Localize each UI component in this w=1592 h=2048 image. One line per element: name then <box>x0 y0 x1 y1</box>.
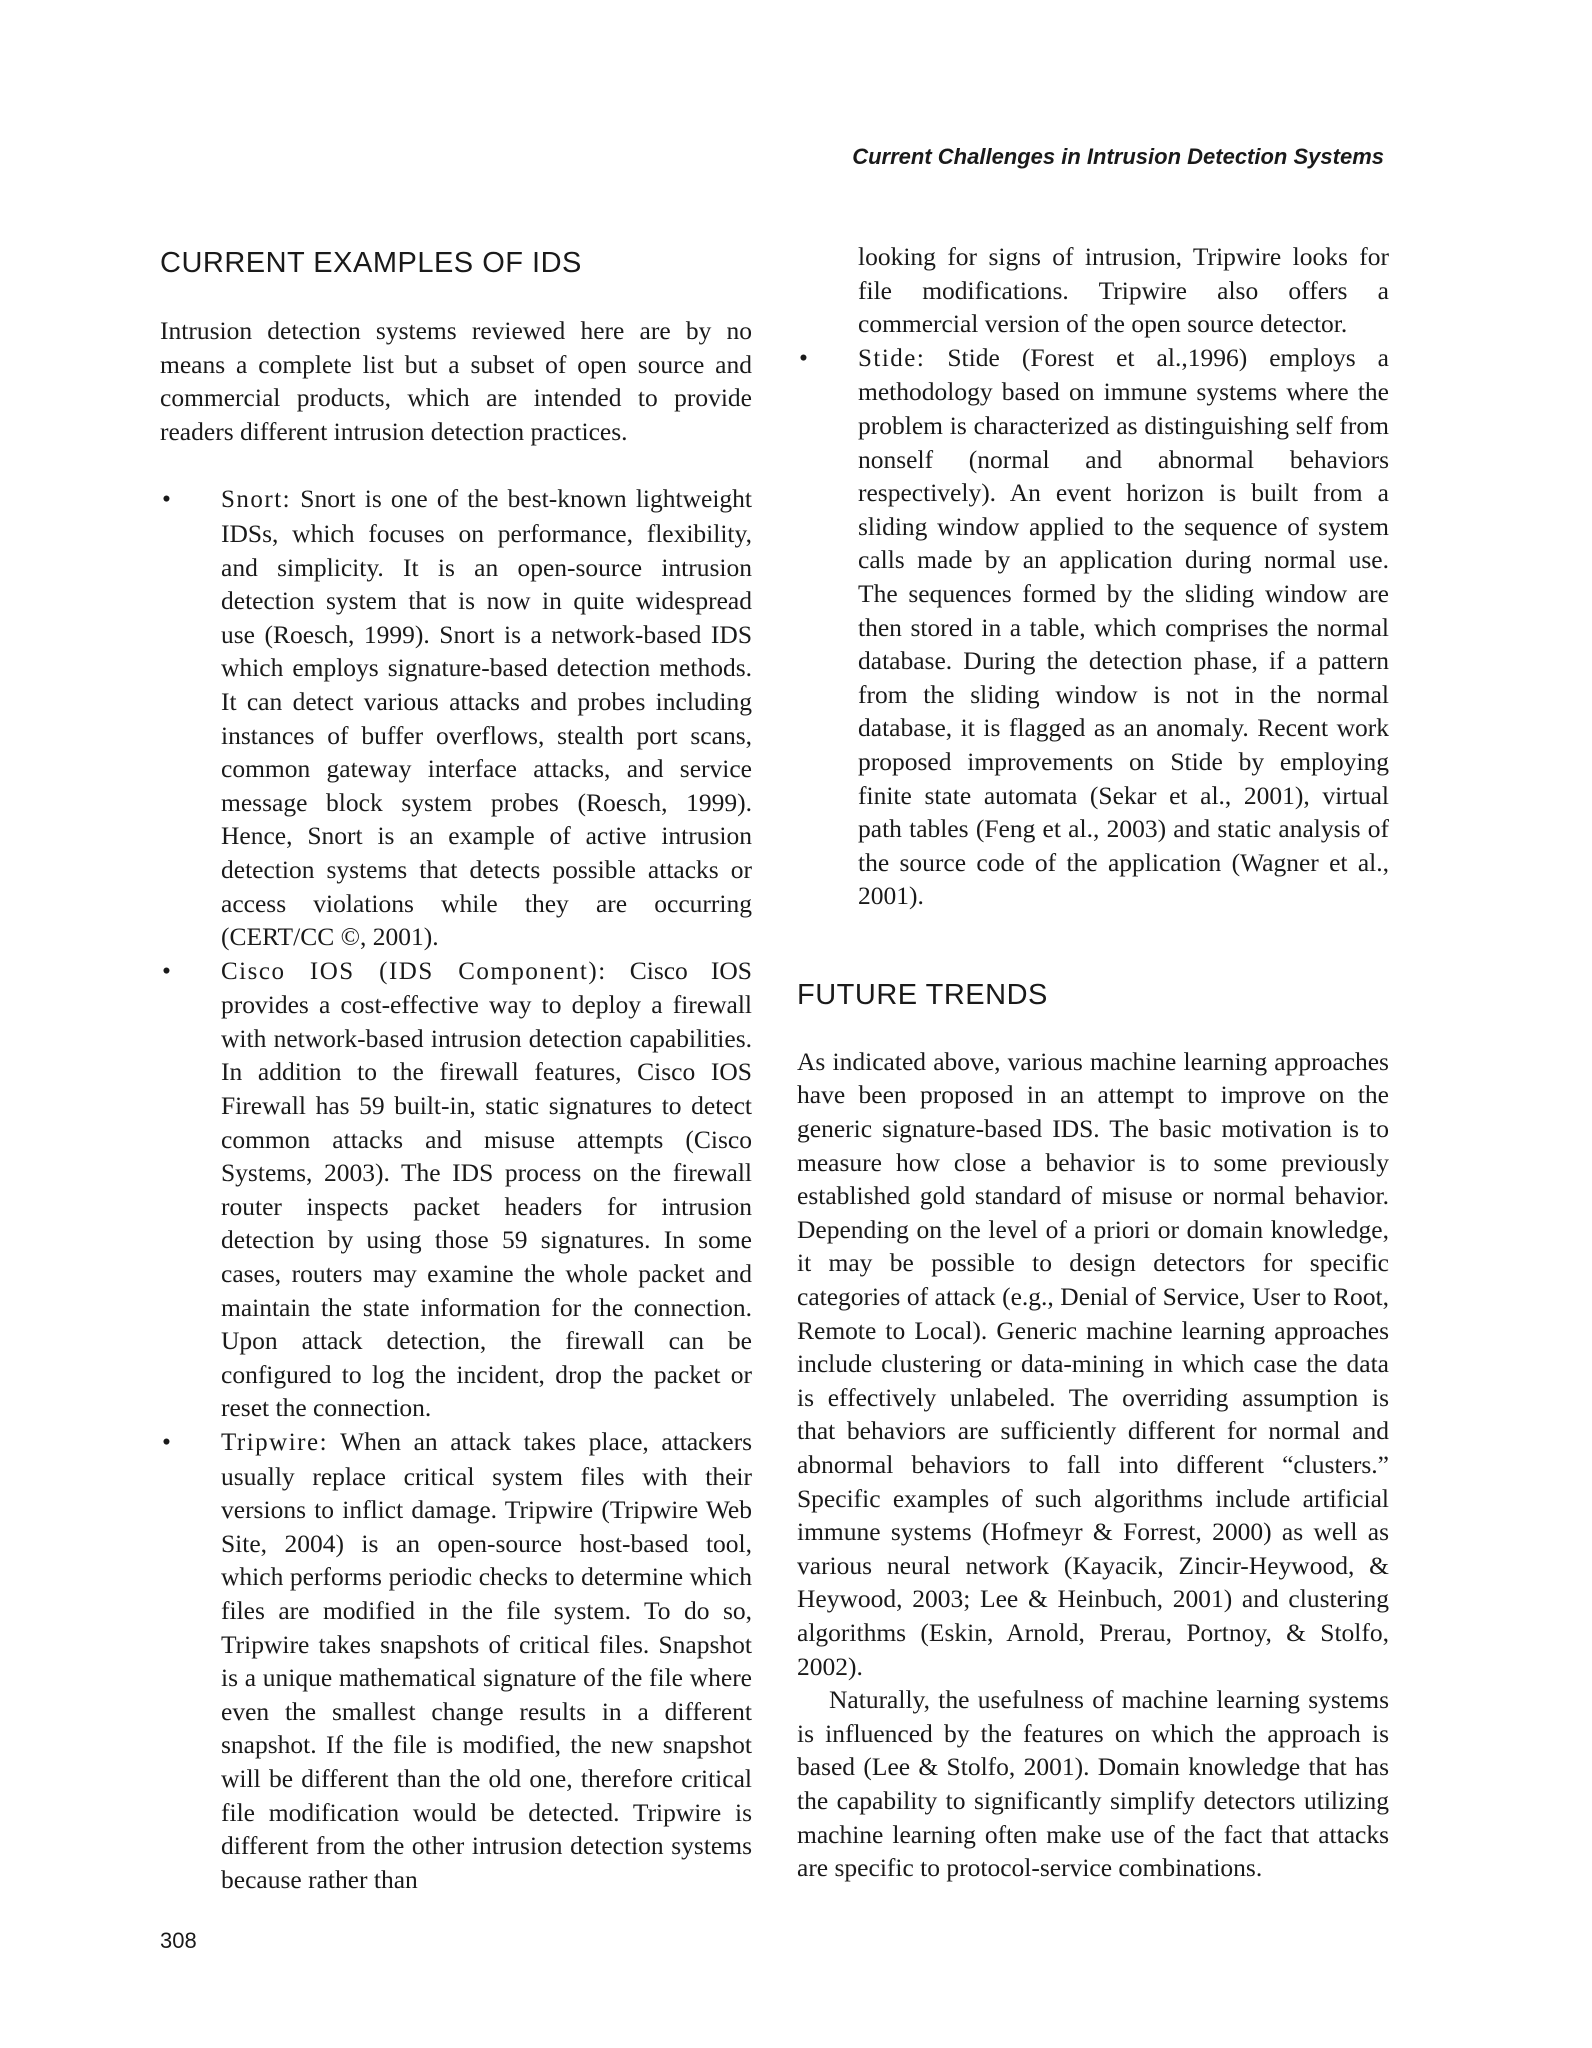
bullet-term: Cisco IOS (IDS Component): <box>221 957 607 985</box>
page-number: 308 <box>160 1928 197 1953</box>
body-paragraph: Naturally, the usefulness of machine learning systems is influenced by the features on which the approach is based (Lee & Stolfo, 2001). Domain knowledge that has the capability to significantly simplify detectors utilizing machine learning often make use of the fact that attacks are specific to protocol-service combinations. <box>797 1685 1389 1883</box>
ids-bullet-list <box>160 482 752 1896</box>
section-heading-current-examples: CURRENT EXAMPLES OF IDS <box>160 247 582 279</box>
bullet-stide <box>797 341 1389 913</box>
bullet-cisco-ios <box>160 954 752 1425</box>
bullet-text: Snort is one of the best-known lightweight IDSs, which focuses on performance, flexibility, and simplicity. It is an open-source intrusion detection system that is now in quite widespread use (Roesch, 1999). Snort is a network-based IDS which employs signature-based detection methods. It can detect various attacks and probes including instances of buffer overflows, stealth port scans, common gateway interface attacks, and service message block system probes (Roesch, 1999). Hence, Snort is an example of active intrusion detection systems that detects possible attacks or access violations while they are occurring (CERT/CC ©, 2001). <box>221 484 752 952</box>
intro-paragraph: Intrusion detection systems reviewed here are by no means a complete list but a subset of open source and commercial products, which are intended to provide readers different intrusion detection practices. <box>160 316 752 446</box>
body-paragraph: As indicated above, various machine learning approaches have been proposed in an attempt to improve on the generic signature-based IDS. The basic motivation is to measure how close a behavior is to some previously established gold standard of misuse or normal behavior. Depending on the level of a priori or domain knowledge, it may be possible to design detectors for specific categories of attack (e.g., Denial of Service, User to Root, Remote to Local). Generic machine learning approaches include clustering or data-mining in which case the data is effectively unlabeled. The overriding assumption is that behaviors are sufficiently different for normal and abnormal behaviors to fall into different “clusters.” Specific examples of such algorithms include artificial immune systems (Hofmeyr & Forrest, 2000) as well as various neural network (Kayacik, Zincir-Heywood, & Heywood, 2003; Lee & Heinbuch, 2001) and clustering algorithms (Eskin, Arnold, Prerau, Portnoy, & Stolfo, 2002). <box>797 1046 1389 1681</box>
tripwire-continued: looking for signs of intrusion, Tripwire looks for file modifications. Tripwire also offers a commercial version of the open source detector. <box>858 242 1389 339</box>
bullet-term: Stide: <box>858 344 926 372</box>
bullet-text: When an attack takes place, attackers usually replace critical system files with their versions to inflict damage. Tripwire (Tripwire Web Site, 2004) is an open-source host-based tool, which performs periodic checks to determine which files are modified in the file system. To do so, Tripwire takes snapshots of critical files. Snapshot is a unique mathematical signature of the file where even the smallest change results in a different snapshot. If the file is modified, the new snapshot will be different than the old one, therefore critical file modification would be detected. Tripwire is different from the other intrusion detection systems because rather than <box>221 1427 752 1894</box>
ids-bullet-list-continued <box>797 341 1389 913</box>
bullet-text: Stide (Forest et al.,1996) employs a methodology based on immune systems where the problem is characterized as distinguishing self from nonself (normal and abnormal behaviors respectively). An event horizon is built from a sliding window applied to the sequence of system calls made by an application during normal use. The sequences formed by the sliding window are then stored in a table, which comprises the normal database. During the detection phase, if a pattern from the sliding window is not in the normal database, it is flagged as an anomaly. Recent work proposed improvements on Stide by employing finite state automata (Sekar et al., 2001), virtual path tables (Feng et al., 2003) and static analysis of the source code of the application (Wagner et al., 2001). <box>858 342 1389 911</box>
bullet-text: Cisco IOS provides a cost-effective way to deploy a firewall with network-based intrusion detection capabilities. In addition to the firewall features, Cisco IOS Firewall has 59 built-in, static signatures to detect common attacks and misuse attempts (Cisco Systems, 2003). The IDS process on the firewall router inspects packet headers for intrusion detection by using those 59 signatures. In some cases, routers may examine the whole packet and maintain the state information for the connection. Upon attack detection, the firewall can be configured to log the incident, drop the packet or reset the connection. <box>221 955 752 1423</box>
right-column <box>797 240 1389 1885</box>
running-head: Current Challenges in Intrusion Detection Systems <box>852 144 1384 169</box>
bullet-term: Snort: <box>221 486 292 514</box>
section-heading-future-trends: FUTURE TRENDS <box>797 978 1048 1011</box>
left-column <box>160 240 752 1896</box>
bullet-term: Tripwire: <box>221 1429 329 1456</box>
bullet-snort <box>160 482 752 953</box>
bullet-tripwire <box>160 1425 752 1896</box>
